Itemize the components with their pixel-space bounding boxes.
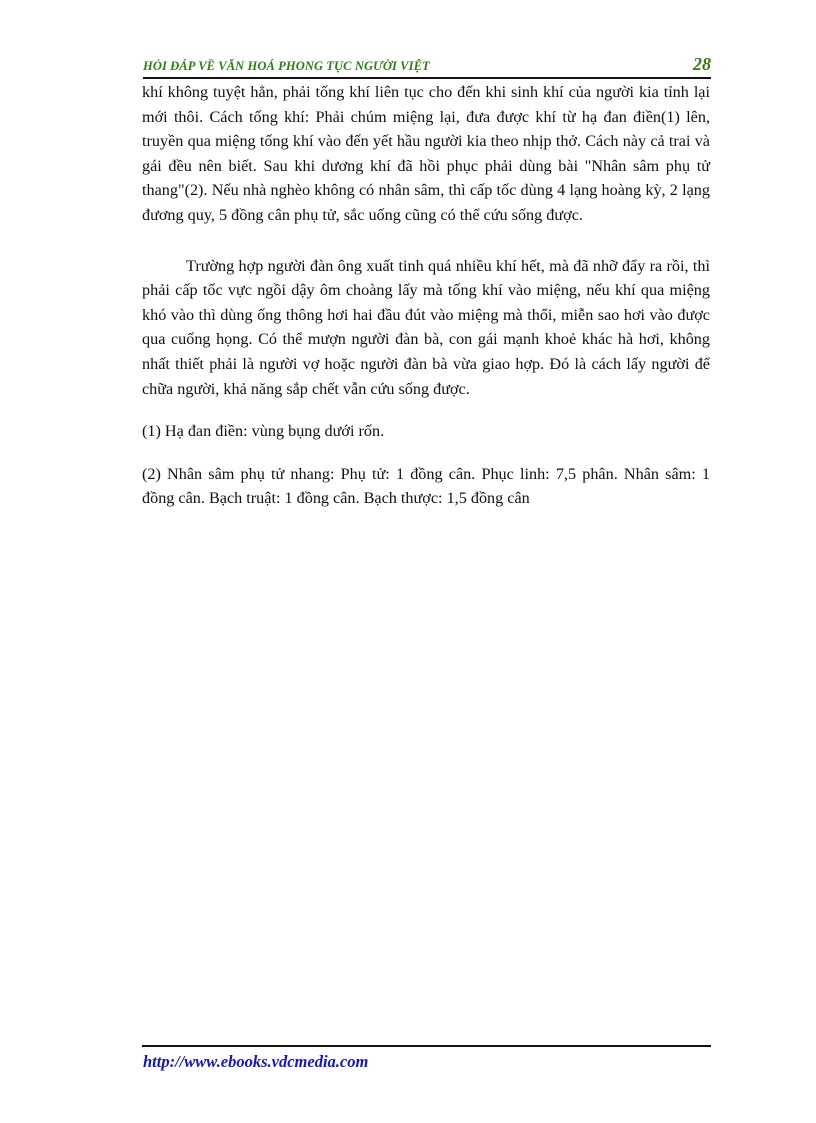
body-paragraph: Trường hợp người đàn ông xuất tinh quá nhiều khí hết, mà đã nhỡ đẩy ra rồi, thì phải cấp tốc vực ngồi dậy ôm choàng lấy mà tống khí vào miệng, nếu khí qua miệng khó vào thì dùng ống thông hơi hai đầu đút vào miệng mà thổi, miễn sao hơi vào được qua cuống họng. Có thể mượn người đàn bà, con gái mạnh khoẻ khác hà hơi, không nhất thiết phải là người vợ hoặc người đàn bà vừa giao hợp. Đó là cách lấy người để chữa người, khả năng sắp chết vẫn cứu sống được. (142, 256, 710, 398)
page-body (142, 80, 710, 511)
body-paragraph-continued: khí không tuyệt hẳn, phải tống khí liên tục cho đến khi sinh khí của người kia tỉnh lại mới thôi. Cách tống khí: Phải chúm miệng lại, đưa được khí từ hạ đan điền(1) lên, truyền qua miệng tống khí vào đến yết hầu người kia theo nhịp thở. Cách này cả trai và gái đều nên biết. Sau khi dương khí đã hồi phục phải dùng bài "Nhân sâm phụ tử thang"(2). Nếu nhà nghèo không có nhân sâm, thì cấp tốc dùng 4 lạng hoàng kỳ, 2 lạng đương quy, 5 đồng cân phụ tử, sắc uống cũng có thể cứu sống được. (142, 83, 710, 224)
page-number: 28 (693, 54, 711, 74)
footer-divider (142, 1045, 711, 1047)
header-divider (143, 77, 711, 79)
running-title: HỎI ĐÁP VỀ VĂN HOÁ PHONG TỤC NGƯỜI VIỆT (143, 59, 430, 73)
footnote-2: (2) Nhân sâm phụ tử nhang: Phụ tử: 1 đồng cân. Phục linh: 7,5 phân. Nhân sâm: 1 đồng cân. Bạch truật: 1 đồng cân. Bạch thược: 1,5 đồng cân (142, 464, 710, 508)
page-header (143, 54, 711, 78)
footer-website-link[interactable]: http://www.ebooks.vdcmedia.com (143, 1052, 369, 1071)
footnote-1: (1) Hạ đan điền: vùng bụng dưới rốn. (142, 422, 385, 441)
